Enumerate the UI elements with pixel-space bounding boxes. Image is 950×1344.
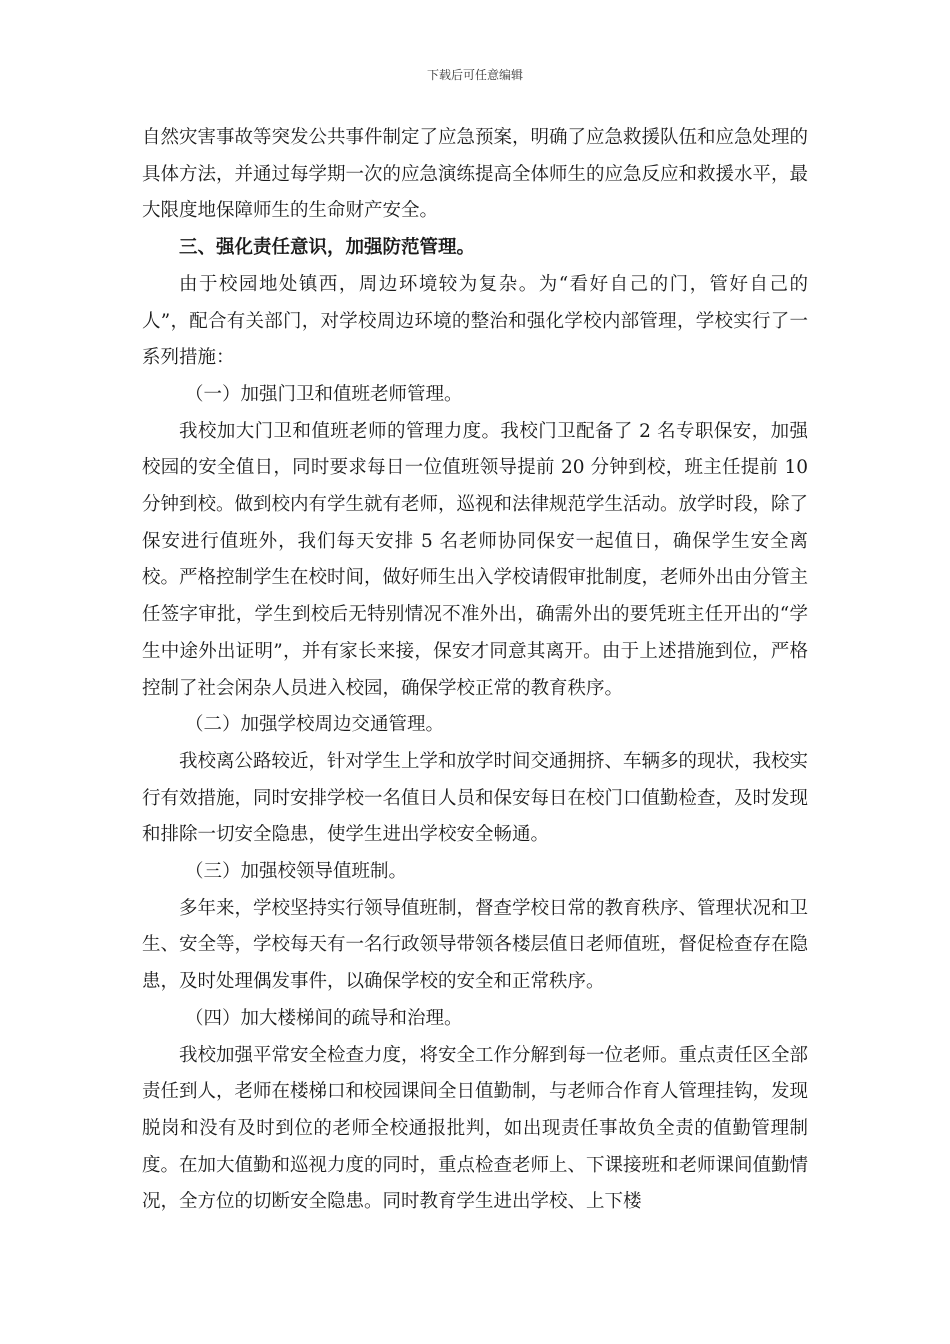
document-body [142, 120, 808, 1221]
section-heading: 三、强化责任意识，加强防范管理。 [179, 237, 476, 259]
paragraph: 我校加大门卫和值班老师的管理力度。我校门卫配备了 2 名专职保安，加强校园的安全值日，同时要求每日一位值班领导提前 20 分钟到校，班主任提前 10 分钟到校。做到校内有学生就有老师，巡视和法律规范学生活动。放学时段，除了保安进行值班外，我们每天安排 5 名老师协同保安一起值日，确保学生安全离校。严格控制学生在校时间，做好师生出入学校请假审批制度，老师外出由分管主任签字审批，学生到校后无特别情况不准外出，确需外出的要凭班主任开出的“学生中途外出证明”，并有家长来接，保安才同意其离开。由于上述措施到位，严格控制了社会闲杂人员进入校园，确保学校正常的教育秩序。 [142, 420, 809, 699]
paragraph: 由于校园地处镇西，周边环境较为复杂。为“看好自己的门，管好自己的人”，配合有关部门，对学校周边环境的整治和强化学校内部管理，学校实行了一系列措施： [142, 273, 808, 369]
page-header: 下载后可任意编辑 [426, 68, 523, 82]
subsection-heading: （四）加大楼梯间的疏导和治理。 [185, 1007, 463, 1029]
subsection-heading: （三）加强校领导值班制。 [185, 861, 408, 883]
paragraph: 多年来，学校坚持实行领导值班制，督查学校日常的教育秩序、管理状况和卫生、安全等，学校每天有一名行政领导带领各楼层值日老师值班，督促检查存在隐患，及时处理偶发事件，以确保学校的安全和正常秩序。 [142, 897, 809, 993]
subsection-heading: （二）加强学校周边交通管理。 [185, 714, 445, 736]
paragraph: 我校离公路较近，针对学生上学和放学时间交通拥挤、车辆多的现状，我校实行有效措施，同时安排学校一名值日人员和保安每日在校门口值勤检查，及时发现和排除一切安全隐患，使学生进出学校安全畅通。 [142, 750, 809, 846]
paragraph: 我校加强平常安全检查力度，将安全工作分解到每一位老师。重点责任区全部责任到人，老师在楼梯口和校园课间全日值勤制，与老师合作育人管理挂钩，发现脱岗和没有及时到位的老师全校通报批判，如出现责任事故负全责的值勤管理制度。在加大值勤和巡视力度的同时，重点检查老师上、下课接班和老师课间值勤情况，全方位的切断安全隐患。同时教育学生进出学校、上下楼 [142, 1044, 809, 1213]
paragraph: 自然灾害事故等突发公共事件制定了应急预案，明确了应急救援队伍和应急处理的具体方法，并通过每学期一次的应急演练提高全体师生的应急反应和救援水平，最大限度地保障师生的生命财产安全。 [142, 127, 809, 222]
subsection-heading: （一）加强门卫和值班老师管理。 [185, 383, 463, 405]
